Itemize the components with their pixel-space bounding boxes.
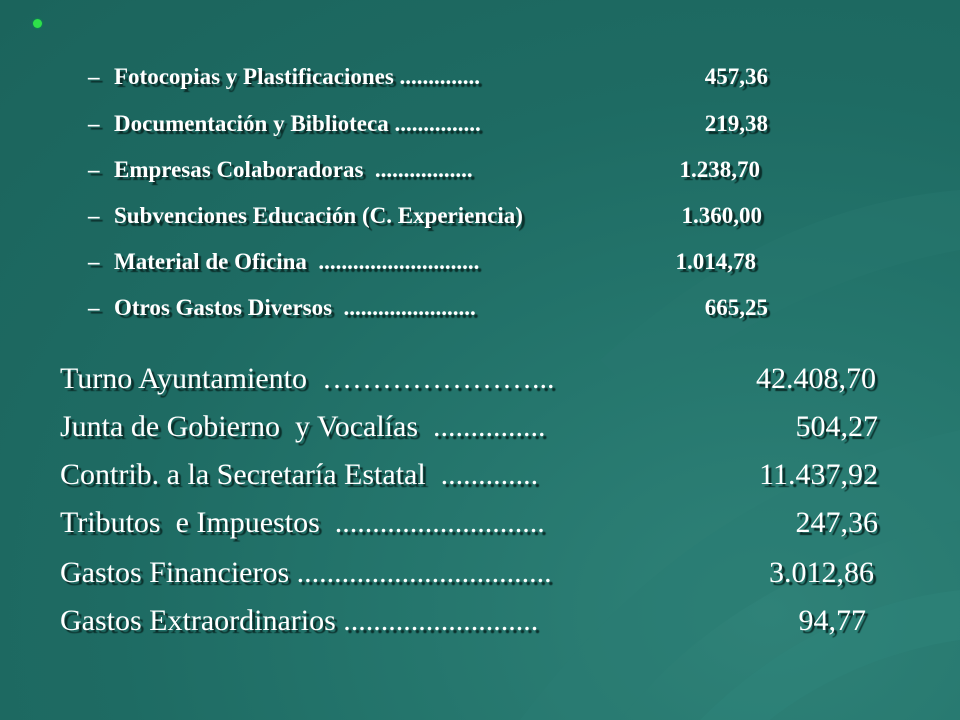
summary-row [0, 458, 960, 508]
label-close: ) [515, 203, 523, 228]
item-label: Documentación y Biblioteca ............... [114, 111, 481, 136]
list-item [0, 64, 960, 100]
item-value: 1.360,00 [681, 203, 762, 228]
summary-label: Turno Ayuntamiento …………………... [60, 362, 555, 395]
dash: – [88, 203, 100, 228]
item-value: 457,36 [704, 64, 768, 89]
bullet-icon [33, 19, 42, 28]
summary-label: Contrib. a la Secretaría Estatal ............. [60, 458, 539, 491]
summary-value: 42.408,70 [756, 362, 876, 395]
dash: – [88, 249, 100, 274]
summary-value: 94,77 [798, 604, 866, 637]
label-small: C. Experiencia [369, 203, 516, 228]
summary-row [0, 506, 960, 556]
list-item [0, 295, 960, 331]
label-main: Subvenciones Educación ( [114, 203, 370, 228]
item-label: Fotocopias y Plastificaciones .............. [114, 64, 481, 89]
item-label: Material de Oficina ............................ [114, 249, 480, 274]
item-label [114, 203, 523, 229]
dash: – [88, 64, 100, 89]
summary-value: 11.437,92 [759, 458, 878, 491]
list-item [0, 203, 960, 239]
dash: – [88, 157, 100, 182]
summary-value: 3.012,86 [769, 556, 874, 589]
summary-value: 247,36 [795, 506, 878, 539]
summary-row [0, 556, 960, 606]
list-item [0, 157, 960, 193]
item-label: Empresas Colaboradoras ................. [114, 157, 473, 182]
list-item [0, 111, 960, 147]
summary-row [0, 362, 960, 412]
dash: – [88, 295, 100, 320]
list-item [0, 249, 960, 285]
item-value: 1.014,78 [675, 249, 756, 274]
summary-row [0, 604, 960, 654]
summary-label: Junta de Gobierno y Vocalías ............... [60, 410, 546, 443]
item-label: Otros Gastos Diversos ....................... [114, 295, 476, 320]
item-value: 1.238,70 [679, 157, 760, 182]
summary-label: Gastos Extraordinarios .......................... [60, 604, 539, 637]
summary-label: Tributos e Impuestos ............................ [60, 506, 545, 539]
summary-row [0, 410, 960, 460]
dash: – [88, 111, 100, 136]
summary-value: 504,27 [795, 410, 878, 443]
summary-label: Gastos Financieros .................................. [60, 556, 552, 589]
item-value: 219,38 [704, 111, 768, 136]
item-value: 665,25 [704, 295, 768, 320]
